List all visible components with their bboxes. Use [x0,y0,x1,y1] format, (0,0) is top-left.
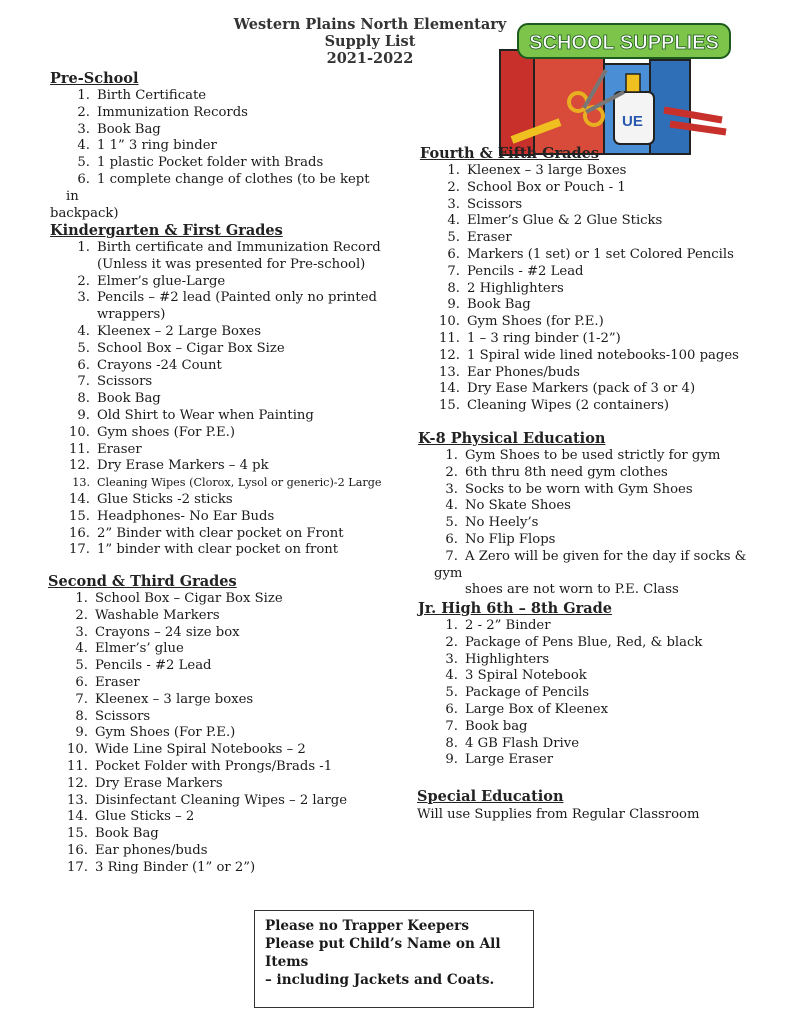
supply-list [418,618,758,769]
list-item-continued: shoes are not worn to P.E. Class [465,582,679,598]
list-item: 4. Elmer’s’ glue [75,641,184,657]
list-item: 4. 3 Spiral Notebook [445,668,587,684]
list-item: 3. Socks to be worn with Gym Shoes [445,481,693,497]
school-name: Western Plains North Elementary [233,16,507,33]
list-item: 2. School Box or Pouch - 1 [447,179,626,195]
second-third-section [48,573,388,877]
list-item: 1. School Box – Cigar Box Size [75,591,283,606]
jr-high-section [418,600,758,769]
list-item: 8. 2 Highlighters [447,280,564,296]
list-item: 6. Crayons -24 Count [77,357,222,373]
list-item: 9. Gym Shoes (For P.E.) [75,725,236,741]
list-item: 3. Pencils – #2 lead (Painted only no printed [77,290,377,306]
document-header [230,16,510,67]
list-item: 11. Pocket Folder with Prongs/Brads -1 [67,758,333,774]
school-supplies-clipart [494,22,734,162]
list-item: 11. Eraser [69,441,142,457]
list-item: 2. Washable Markers [75,607,220,623]
list-item: 10. Gym shoes (For P.E.) [69,424,236,440]
list-item: 2. Package of Pens Blue, Red, & black [445,634,703,650]
list-item: 15. Cleaning Wipes (2 containers) [439,398,669,414]
list-item: 8. Scissors [75,708,151,724]
supply-list [420,163,760,415]
list-item: 6. 1 complete change of clothes (to be kept in [66,171,370,204]
list-item: 14. Dry Ease Markers (pack of 3 or 4) [439,381,696,397]
kindergarten-section [50,222,390,559]
list-item: 17. 1” binder with clear pocket on front [69,542,339,558]
list-item: 1. Birth certificate and Immunization Record [77,240,381,255]
glue-label: UE [622,113,643,130]
list-item: 3. Crayons – 24 size box [75,624,240,640]
list-item: 14. Glue Sticks -2 sticks [69,491,233,507]
list-item: 7. Kleenex – 3 large boxes [75,691,254,707]
list-item: 10. Wide Line Spiral Notebooks – 2 [67,742,306,758]
section-title: Special Education [417,788,564,805]
list-item: 1. Birth Certificate [77,88,207,103]
list-item: 11. 1 – 3 ring binder (1-2”) [439,330,621,346]
list-item: 6. Markers (1 set) or 1 set Colored Pencils [447,246,734,262]
list-item: 5. No Heely’s [445,515,539,531]
list-item: 17. 3 Ring Binder (1” or 2”) [67,859,256,875]
list-item: 13. Ear Phones/buds [439,364,580,380]
list-item: 1. 2 - 2” Binder [445,618,551,633]
list-item: 9. Book Bag [447,297,531,313]
physical-education-section [418,430,768,599]
supply-list [50,88,380,222]
special-education-section [417,788,757,823]
list-item: 3. Scissors [447,196,523,212]
list-item: 7. Book bag [445,718,528,734]
list-item: 8. 4 GB Flash Drive [445,735,580,751]
notice-box [254,910,534,1008]
list-item: 5. Eraser [447,230,512,246]
list-item: 2. Elmer’s glue-Large [77,273,226,289]
list-item: 15. Book Bag [67,826,159,842]
notice-line: Please no Trapper Keepers [265,918,469,934]
list-item-continued: (Unless it was presented for Pre-school) [97,256,366,272]
list-item: 3. Book Bag [77,121,161,137]
list-item: 7. Scissors [77,374,153,390]
list-item: 6. Eraser [75,674,140,690]
list-item: 3. Highlighters [445,651,550,667]
list-item: 4. 1 1” 3 ring binder [77,138,217,154]
list-item: 10. Gym Shoes (for P.E.) [439,314,604,330]
list-item: 4. No Skate Shoes [445,498,571,514]
supply-list [418,448,768,599]
list-item: 14. Glue Sticks – 2 [67,809,195,825]
section-title: Kindergarten & First Grades [50,222,283,239]
supply-list [48,591,388,877]
section-title: Pre-School [50,70,139,87]
list-item: 8. Book Bag [77,391,161,407]
list-item-continued: backpack) [50,205,119,221]
list-item: 5. Package of Pencils [445,685,589,701]
notice-line: – including Jackets and Coats. [265,972,495,988]
list-item: 4. Elmer’s Glue & 2 Glue Sticks [447,213,663,229]
list-item: 6. Large Box of Kleenex [445,701,609,717]
school-year: 2021-2022 [326,50,414,67]
fourth-fifth-section [420,145,760,415]
section-title: Jr. High 6th – 8th Grade [418,600,613,617]
list-item: 2. Immunization Records [77,104,248,120]
list-title: Supply List [324,33,416,50]
list-item: 13. Cleaning Wipes (Clorox, Lysol or generic)-2 Large [72,476,382,490]
list-item-continued: wrappers) [97,307,166,323]
list-item: 1. Kleenex – 3 large Boxes [447,163,627,178]
list-item: 9. Old Shirt to Wear when Painting [77,407,314,423]
list-item: 7. Pencils - #2 Lead [447,263,584,279]
list-item: 12. 1 Spiral wide lined notebooks-100 pages [439,347,739,363]
special-education-note: Will use Supplies from Regular Classroom [417,807,700,822]
list-item: 6. No Flip Flops [445,531,556,547]
list-item: 12. Dry Erase Markers – 4 pk [69,458,269,474]
list-item: 1. Gym Shoes to be used strictly for gym [445,448,721,463]
list-item: 12. Dry Erase Markers [67,775,223,791]
section-title: Second & Third Grades [48,573,237,590]
supply-list [50,240,390,559]
list-item: 2. 6th thru 8th need gym clothes [445,464,668,480]
list-item: 4. Kleenex – 2 Large Boxes [77,323,261,339]
section-title: K-8 Physical Education [418,430,606,447]
notice-line: Please put Child’s Name on All Items [265,936,501,970]
list-item: 16. Ear phones/buds [67,842,208,858]
list-item: 9. Large Eraser [445,752,554,768]
clipart-banner: SCHOOL SUPPLIES [529,32,719,54]
list-item: 16. 2” Binder with clear pocket on Front [69,525,344,541]
section-title: Fourth & Fifth Grades [420,145,600,162]
list-item: 7. A Zero will be given for the day if socks & gym [434,548,747,581]
list-item: 5. School Box – Cigar Box Size [77,340,285,356]
list-item: 5. 1 plastic Pocket folder with Brads [77,155,324,171]
list-item: 13. Disinfectant Cleaning Wipes – 2 large [67,792,348,808]
list-item: 15. Headphones- No Ear Buds [69,508,275,524]
preschool-section [50,70,380,222]
list-item: 5. Pencils - #2 Lead [75,658,212,674]
